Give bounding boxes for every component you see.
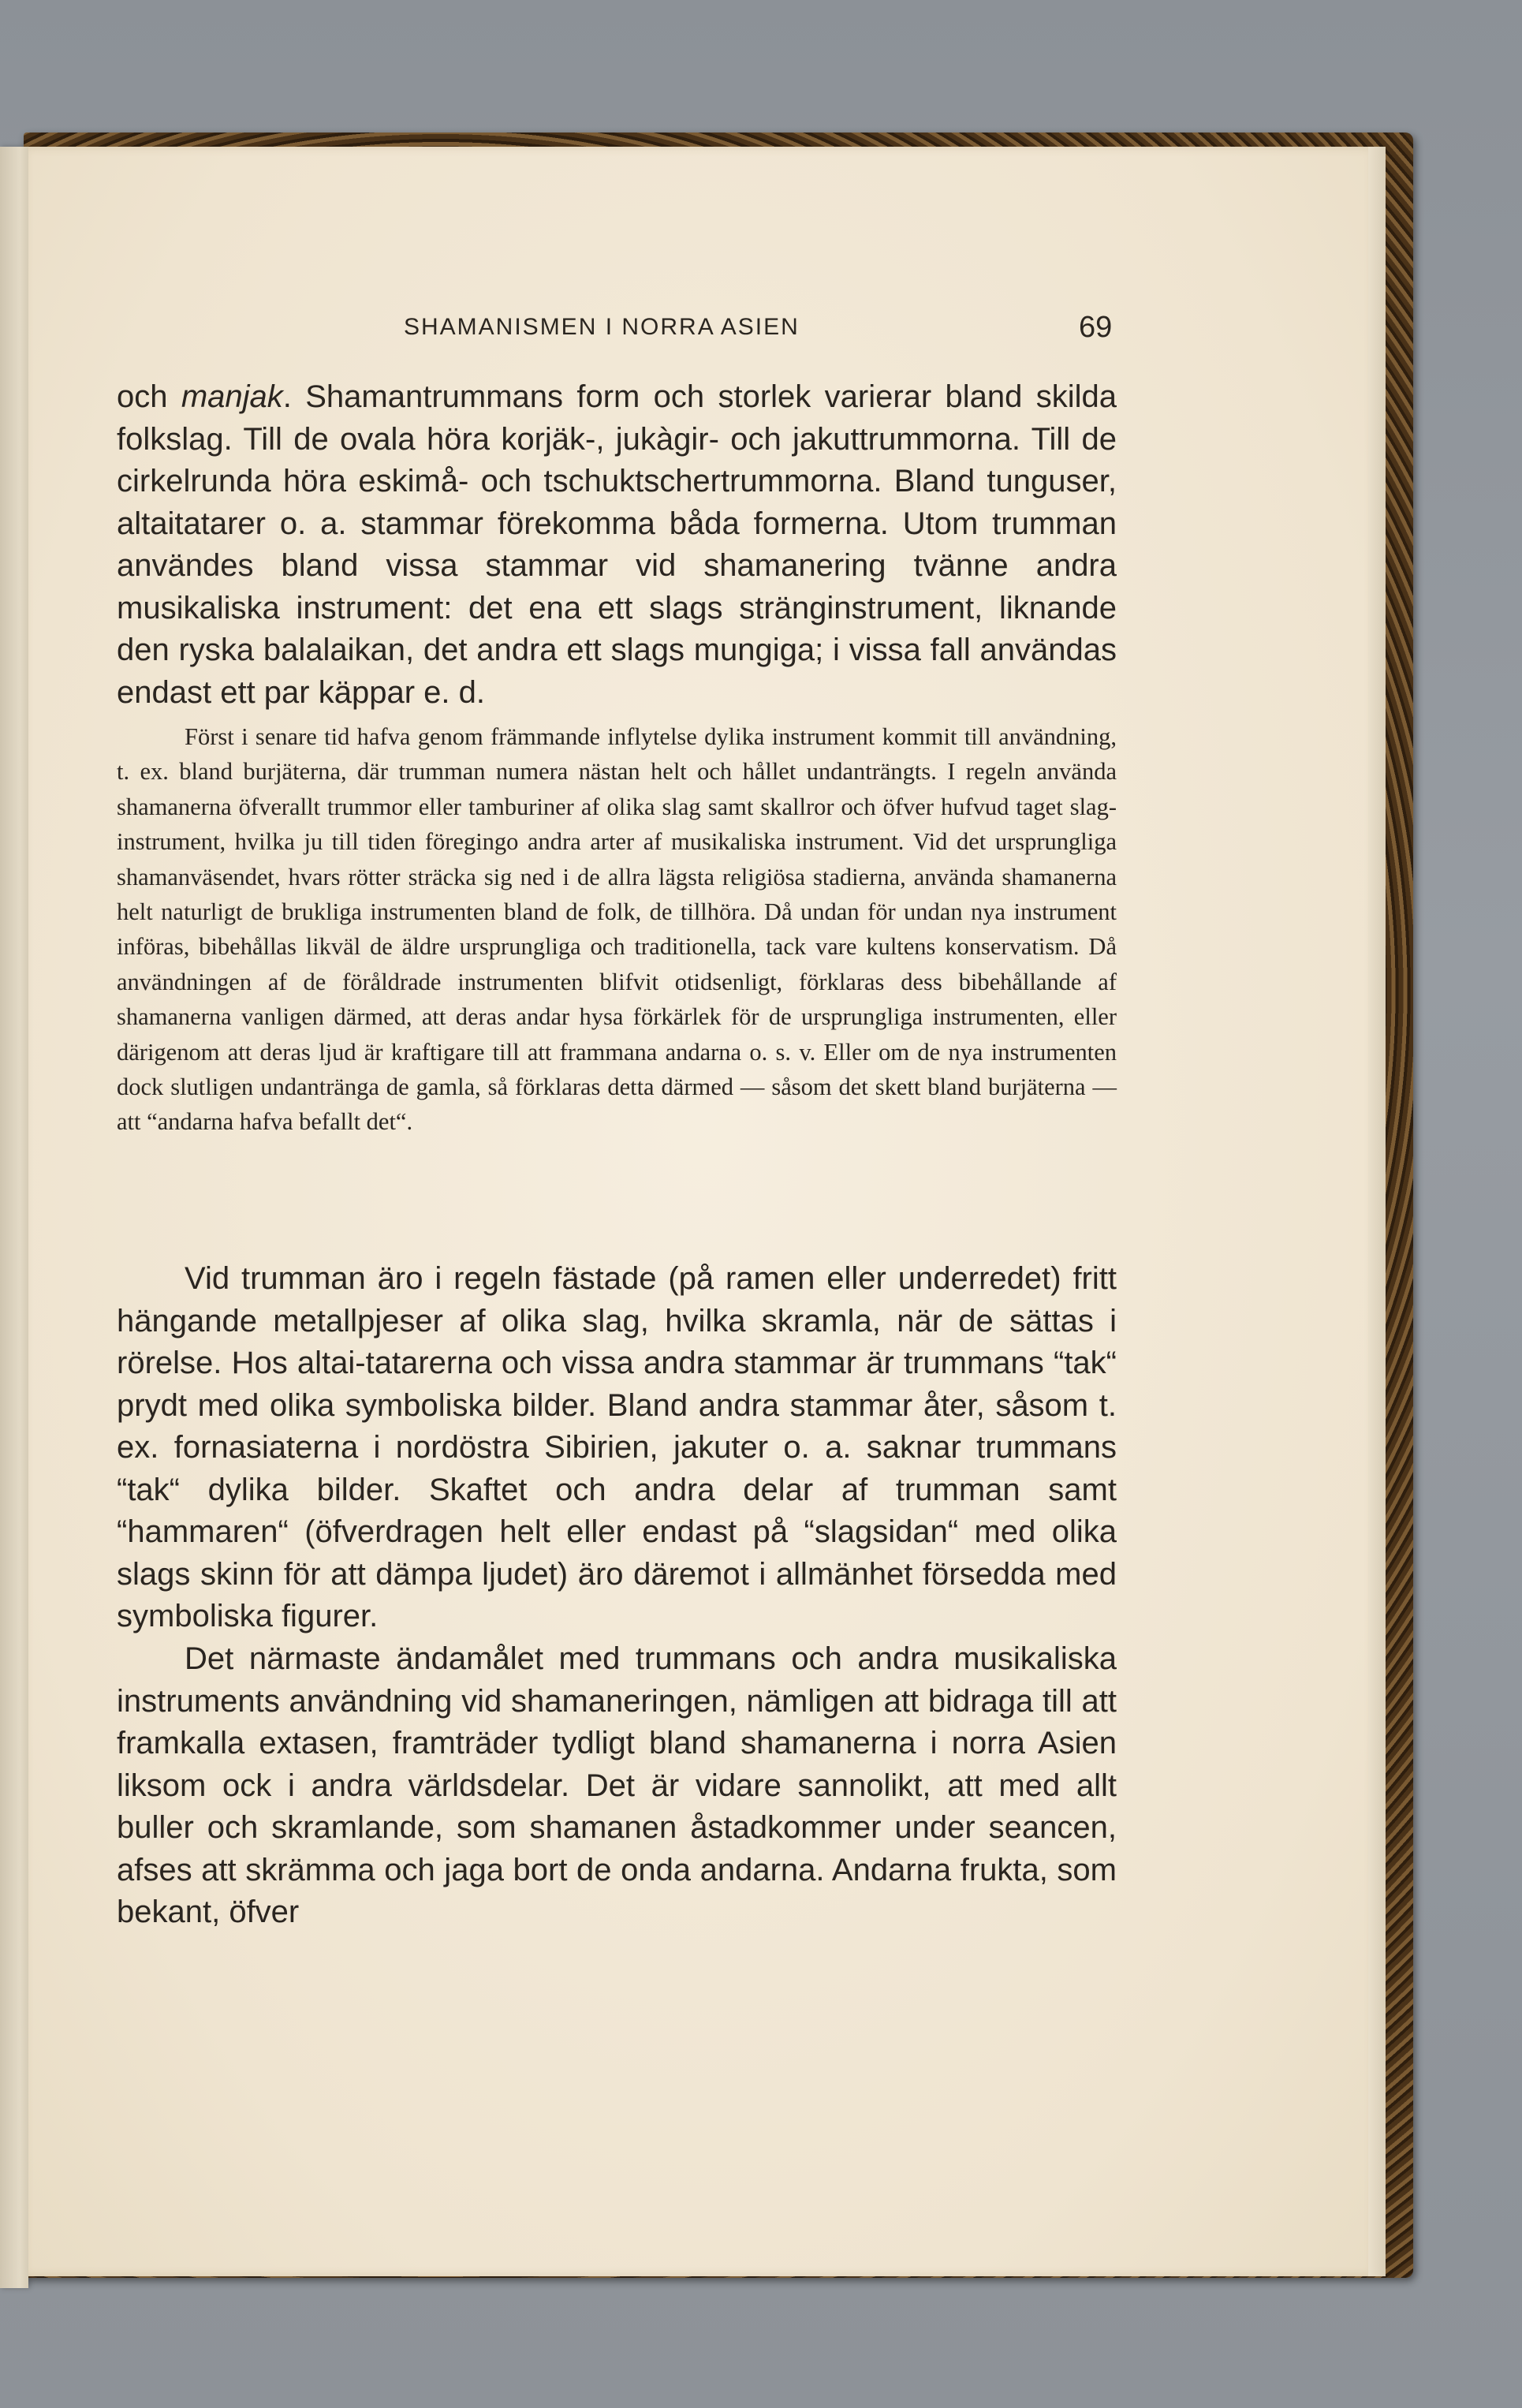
page-number: 69 — [1079, 311, 1113, 344]
paragraph-3 — [117, 1638, 1117, 1934]
running-title: SHAMANISMEN I NORRA ASIEN — [404, 314, 800, 340]
paragraph-1 — [117, 376, 1117, 714]
page-fore-edge — [1368, 147, 1386, 2276]
italic-term: manjak — [181, 379, 283, 414]
paragraph-3-text: Det närmaste ändamålet med trummans och andra musikaliska instruments användning vid shamaneringen, nämligen att bidraga till att framkalla extasen, framträder tydligt bland shamanerna i norra Asien liksom ock i andra världsdelar. Det är vidare sannolikt, att med allt buller och skramlande, som shamanen åstadkommer under seancen, afses att skrämma och jaga bort de onda andarna. Andarna frukta, som bekant, öfver — [117, 1641, 1117, 1929]
footnote-block — [117, 719, 1117, 1140]
paragraph-2 — [117, 1258, 1117, 1638]
facing-page-edge — [0, 147, 28, 2288]
note-text: Först i senare tid hafva genom främmande inflytelse dylika instrument kommit till användning, t. ex. bland burjäterna, där trumman numera nästan helt och hållet undanträngts. I regeln använda shamanerna öfverallt trummor eller tamburiner af olika slag samt skallror och öfver hufvud taget slag-instrument, hvilka ju till tiden föregingo andra arter af musikaliska instrument. Vid det ursprungliga shamanväsendet, hvars rötter sträcka sig ned i de allra lägsta religiösa stadierna, använda shamanerna helt naturligt de brukliga instrumenten bland de folk, de tillhöra. Då undan för undan nya instrument införas, bibehållas likväl de äldre ursprungliga och traditionella, tack vare kultens konservatism. Då användningen af de föråldrade instrumenten blifvit otidsenligt, förklaras dess bibehållande af shamanerna vanligen därmed, att deras andar hysa förkärlek för de ursprungliga instrumenten, eller därigenom att deras ljud är kraftigare till att frammana andarna o. s. v. Eller om de nya instrumenten dock slutligen undantränga de gamla, så förklaras detta därmed — såsom det skett bland burjäterna — att “andarna hafva befallt det“. — [117, 723, 1117, 1136]
paragraph-2-text: Vid trumman äro i regeln fästade (på ramen eller underredet) fritt hängande metallpjeser af olika slag, hvilka skramla, när de sättas i rörelse. Hos altai-tatarerna och vissa andra stammar är trummans “tak“ prydt med olika symboliska bilder. Bland andra stammar åter, såsom t. ex. fornasiaterna i nordöstra Sibirien, jakuter o. a. saknar trummans “tak“ dylika bilder. Skaftet och andra delar af trumman samt “hammaren“ (öfverdragen helt eller endast på “slagsidan“ med olika slags skinn för att dämpa ljudet) äro däremot i allmänhet försedda med symboliska figurer. — [117, 1261, 1117, 1633]
paragraph-1-text: och manjak. Shamantrummans form och storlek varierar bland skilda folkslag. Till de ovala höra korjäk-, jukàgir- och jakuttrummorna. Till de cirkelrunda höra eskimå- och tschuktschertrummorna. Bland tunguser, altaitatarer o. a. stammar förekomma båda formerna. Utom trumman användes bland vissa stammar vid shamanering tvänne andra musikaliska instrument: det ena ett slags stränginstrument, liknande den ryska balalaikan, det andra ett slags mungiga; i vissa fall användas endast ett par käppar e. d. — [117, 379, 1117, 710]
